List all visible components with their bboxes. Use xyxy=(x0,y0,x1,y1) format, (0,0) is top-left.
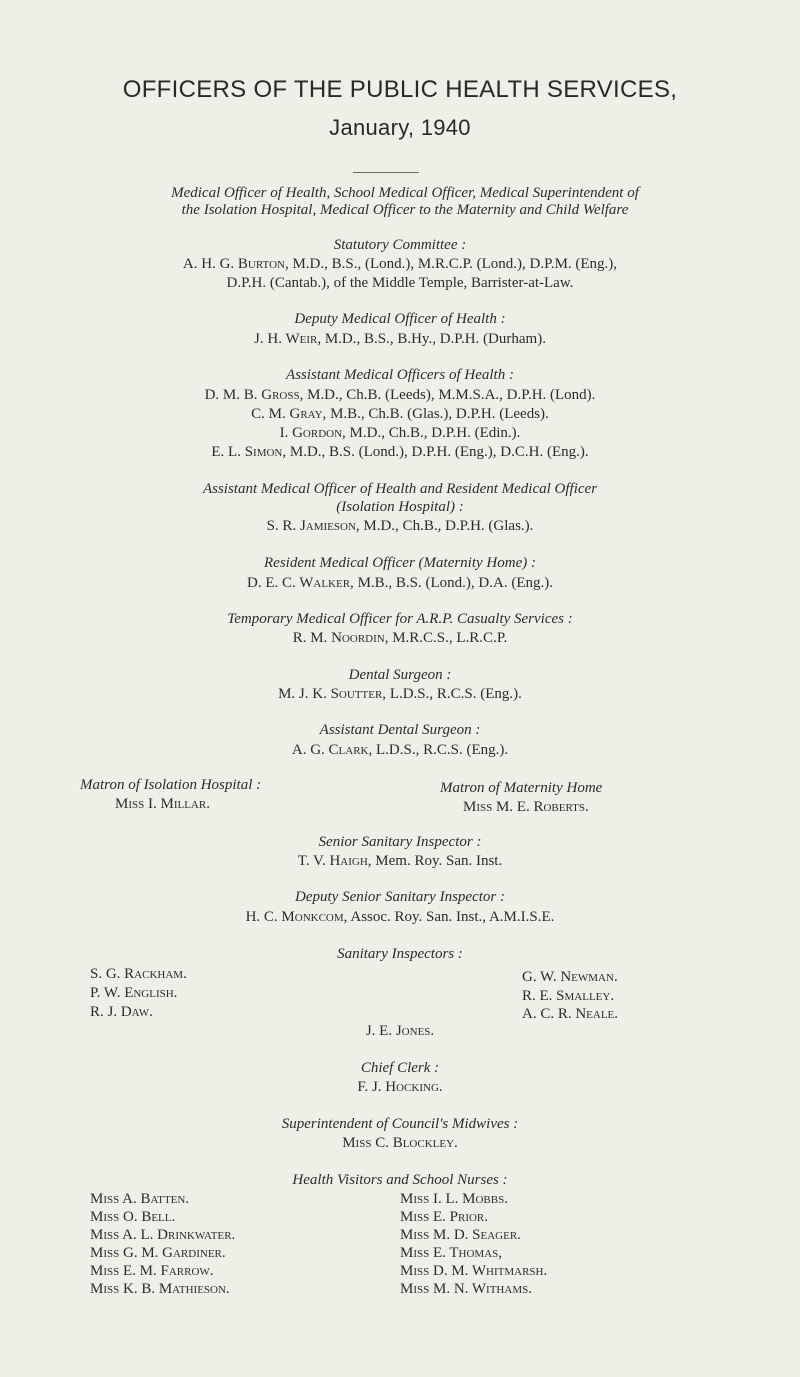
moh-role xyxy=(60,185,750,219)
resident-isolation-role1: Assistant Medical Officer of Health and Resident Medical Officer xyxy=(202,481,598,497)
assistant-quals: M.B., Ch.B. (Glas.), D.P.H. (Leeds). xyxy=(330,406,549,422)
sanitary-inspector-right: R. E. Smalley. xyxy=(522,988,615,1004)
nurse-right: Miss E. Prior. xyxy=(400,1209,489,1225)
senior-sanitary-name: T. V. Haigh, xyxy=(297,853,372,869)
assistant-entry xyxy=(0,444,800,461)
nurse-left: Miss E. M. Farrow. xyxy=(90,1263,214,1279)
moh-role-line2: the Isolation Hospital, Medical Officer to the Maternity and Child Welfare xyxy=(181,202,629,218)
dental-quals: L.D.S., R.C.S. (Eng.). xyxy=(389,686,522,702)
midwives-name: Miss C. Blockley. xyxy=(342,1135,458,1151)
moh-committee-label: Statutory Committee : xyxy=(333,237,467,253)
sanitary-inspector-left: P. W. English. xyxy=(90,985,178,1001)
deputy-sanitary-name: H. C. Monkcom, xyxy=(245,909,348,925)
nurse-right: Miss I. L. Mobbs. xyxy=(400,1191,508,1207)
sanitary-inspector-right: G. W. Newman. xyxy=(522,969,618,985)
temporary-role: Temporary Medical Officer for A.R.P. Casualty Services : xyxy=(227,611,573,627)
assistant-entry xyxy=(0,387,800,404)
assistant-name: C. M. Gray, xyxy=(251,406,327,422)
temporary-quals: M.R.C.S., L.R.C.P. xyxy=(392,630,508,646)
dental-role: Dental Surgeon : xyxy=(348,667,452,683)
matron-isolation-name: Miss I. Millar. xyxy=(115,796,210,812)
resident-isolation-role2: (Isolation Hospital) : xyxy=(336,499,464,515)
resident-isolation-entry xyxy=(0,518,800,535)
senior-sanitary-quals: Mem. Roy. San. Inst. xyxy=(375,853,503,869)
nurse-left: Miss G. M. Gardiner. xyxy=(90,1245,226,1261)
nurses-role: Health Visitors and School Nurses : xyxy=(292,1172,508,1188)
sanitary-inspector-center: J. E. Jones. xyxy=(365,1023,435,1039)
nurse-right: Miss D. M. Whitmarsh. xyxy=(400,1263,548,1279)
senior-sanitary-role: Senior Sanitary Inspector : xyxy=(318,834,482,850)
nurse-right: Miss M. N. Withams. xyxy=(400,1281,532,1297)
moh-role-line1: Medical Officer of Health, School Medical Officer, Medical Superintendent of xyxy=(171,185,639,201)
resident-maternity-role: Resident Medical Officer (Maternity Home) : xyxy=(264,555,536,571)
nurse-left: Miss O. Bell. xyxy=(90,1209,176,1225)
resident-maternity-name: D. E. C. Walker, xyxy=(247,575,354,591)
nurse-right: Miss E. Thomas, xyxy=(400,1245,503,1261)
deputy-quals: M.D., B.S., B.Hy., D.P.H. (Durham). xyxy=(324,331,546,347)
midwives-role: Superintendent of Council's Midwives : xyxy=(281,1116,519,1132)
deputy-sanitary-quals: Assoc. Roy. San. Inst., A.M.I.S.E. xyxy=(350,909,555,925)
resident-isolation-name: S. R. Jamieson, xyxy=(266,518,360,534)
dental-name: M. J. K. Soutter, xyxy=(278,686,387,702)
deputy-sanitary-role: Deputy Senior Sanitary Inspector : xyxy=(295,889,505,905)
deputy-sanitary-entry xyxy=(0,909,800,926)
nurse-left: Miss A. Batten. xyxy=(90,1191,190,1207)
assistant-quals: M.D., Ch.B. (Leeds), M.M.S.A., D.P.H. (Lond). xyxy=(307,387,596,403)
asst-dental-role: Assistant Dental Surgeon : xyxy=(319,722,481,738)
assistant-name: E. L. Simon, xyxy=(211,444,287,460)
resident-isolation-quals: M.D., Ch.B., D.P.H. (Glas.). xyxy=(363,518,534,534)
moh-quals2: D.P.H. (Cantab.), of the Middle Temple, Barrister-at-Law. xyxy=(226,275,574,291)
asst-dental-quals: L.D.S., R.C.S. (Eng.). xyxy=(376,742,509,758)
sanitary-inspector-left: S. G. Rackham. xyxy=(90,966,187,982)
temporary-entry xyxy=(0,630,800,647)
matron-maternity-role: Matron of Maternity Home xyxy=(440,780,603,796)
dental-entry xyxy=(0,686,800,703)
senior-sanitary-entry xyxy=(0,853,800,870)
resident-maternity-entry xyxy=(0,575,800,592)
title-divider xyxy=(353,172,419,173)
assistant-entry xyxy=(0,425,800,442)
assistant-name: I. Gordon, xyxy=(279,425,346,441)
moh-quals1: M.D., B.S., (Lond.), M.R.C.P. (Lond.), D.P.M. (Eng.), xyxy=(292,256,618,272)
assistants-role: Assistant Medical Officers of Health : xyxy=(286,367,514,383)
sanitary-inspector-right: A. C. R. Neale. xyxy=(522,1006,619,1022)
chief-clerk-name: F. J. Hocking. xyxy=(357,1079,443,1095)
assistant-quals: M.D., B.S. (Lond.), D.P.H. (Eng.), D.C.H. (Eng.). xyxy=(289,444,589,460)
deputy-role: Deputy Medical Officer of Health : xyxy=(294,311,506,327)
nurse-left: Miss K. B. Mathieson. xyxy=(90,1281,230,1297)
matron-isolation-role: Matron of Isolation Hospital : xyxy=(80,777,262,793)
sanitary-inspector-left: R. J. Daw. xyxy=(90,1004,153,1020)
assistant-entry xyxy=(0,406,800,423)
asst-dental-entry xyxy=(0,742,800,759)
sanitary-role: Sanitary Inspectors : xyxy=(337,946,463,962)
deputy-name: J. H. Weir, xyxy=(254,331,322,347)
page-subtitle: January, 1940 xyxy=(329,115,471,140)
temporary-name: R. M. Noordin, xyxy=(292,630,389,646)
moh-entry xyxy=(0,256,800,273)
chief-clerk-role: Chief Clerk : xyxy=(360,1060,440,1076)
moh-name: A. H. G. Burton, xyxy=(182,256,289,272)
deputy-entry xyxy=(0,331,800,348)
matron-maternity-name: Miss M. E. Roberts. xyxy=(463,799,589,815)
resident-maternity-quals: M.B., B.S. (Lond.), D.A. (Eng.). xyxy=(357,575,553,591)
assistant-name: D. M. B. Gross, xyxy=(204,387,304,403)
nurse-left: Miss A. L. Drinkwater. xyxy=(90,1227,236,1243)
asst-dental-name: A. G. Clark, xyxy=(291,742,373,758)
page-title: OFFICERS OF THE PUBLIC HEALTH SERVICES, xyxy=(122,76,678,103)
assistant-quals: M.D., Ch.B., D.P.H. (Edin.). xyxy=(349,425,521,441)
nurse-right: Miss M. D. Seager. xyxy=(400,1227,521,1243)
